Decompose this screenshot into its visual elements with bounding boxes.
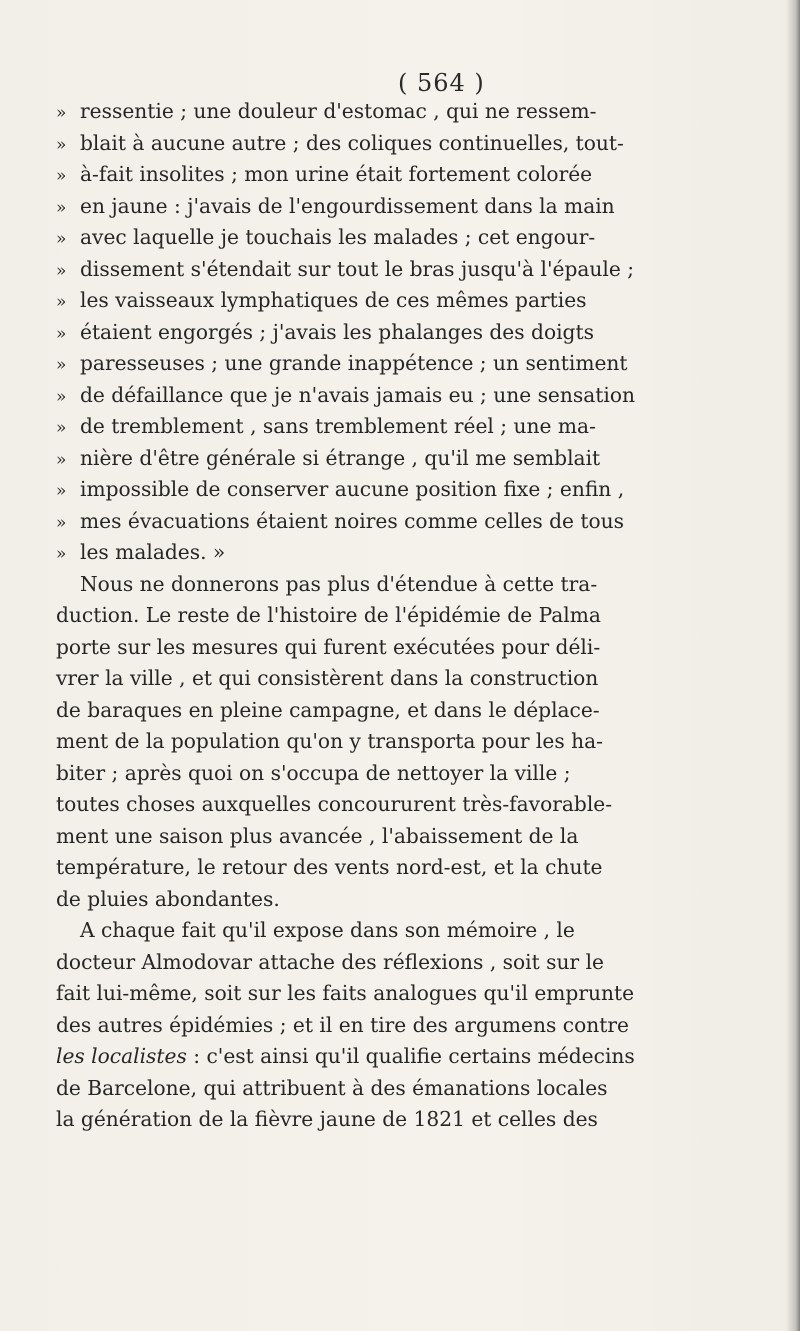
line-text: duction. Le reste de l'histoire de l'épidémie de Palma [56, 603, 601, 627]
text-line [56, 758, 776, 790]
line-text: Nous ne donnerons pas plus d'étendue à cette tra- [80, 571, 598, 596]
line-text: de défaillance que je n'avais jamais eu ; une sensation [80, 382, 635, 407]
quote-mark: » [56, 544, 67, 564]
quote-mark: » [56, 418, 67, 438]
text-line [56, 663, 776, 695]
line-text: de pluies abondantes. [56, 886, 280, 911]
line-text: nière d'être générale si étrange , qu'il me semblait [80, 445, 601, 470]
text-line [56, 1104, 776, 1136]
text-line [56, 726, 776, 758]
text-line [56, 821, 776, 853]
text-line [56, 978, 776, 1010]
line-text: A chaque fait qu'il expose dans son mémoire , le [80, 918, 575, 942]
line-text: vrer la ville , et qui consistèrent dans la construction [56, 666, 599, 690]
text-line [56, 411, 776, 443]
text-line [56, 600, 776, 632]
italic-text: les localistes [56, 1044, 187, 1068]
text-line [56, 474, 776, 506]
text-line [56, 947, 776, 979]
text-line [56, 317, 776, 349]
page-edge-shadow [786, 0, 800, 1331]
text-line [56, 632, 776, 664]
page-number: ( 564 ) [398, 69, 485, 97]
line-text: les vaisseaux lymphatiques de ces mêmes parties [80, 288, 587, 312]
line-text: biter ; après quoi on s'occupa de nettoyer la ville ; [56, 760, 571, 785]
line-text: ressentie ; une douleur d'estomac , qui ne ressem- [80, 99, 597, 123]
quote-mark: » [56, 292, 67, 312]
line-text: fait lui-même, soit sur les faits analogues qu'il emprunte [56, 981, 635, 1005]
quote-mark: » [56, 229, 67, 249]
quote-mark: » [56, 512, 67, 533]
line-text: docteur Almodovar attache des réflexions , soit sur le [56, 949, 604, 974]
quote-mark: » [56, 323, 67, 344]
text-line [56, 537, 776, 569]
quote-mark: » [56, 103, 67, 123]
line-text: la génération de la fièvre jaune de 1821 et celles des [56, 1107, 598, 1131]
text-line [56, 380, 776, 412]
line-text: blait à aucune autre ; des coliques continuelles, tout- [80, 130, 624, 155]
text-line [56, 96, 776, 128]
quote-mark: » [56, 166, 67, 186]
line-text: : c'est ainsi qu'il qualifie certains médecins [186, 1044, 635, 1068]
line-text: étaient engorgés ; j'avais les phalanges des doigts [80, 319, 594, 344]
quote-mark: » [56, 481, 67, 501]
line-text: température, le retour des vents nord-est, et la chute [56, 855, 603, 879]
text-line [56, 443, 776, 475]
line-text: de Barcelone, qui attribuent à des émanations locales [56, 1075, 608, 1100]
text-line [56, 1073, 776, 1105]
line-text: porte sur les mesures qui furent exécutées pour déli- [56, 634, 601, 659]
quote-mark: » [56, 449, 67, 470]
text-line [56, 789, 776, 821]
page-body-text [56, 96, 776, 1136]
text-line [56, 695, 776, 727]
text-line [56, 852, 776, 884]
quote-mark: » [56, 355, 67, 375]
line-text: en jaune : j'avais de l'engourdissement dans la main [80, 193, 615, 218]
quote-mark: » [56, 386, 67, 407]
line-text: ment de la population qu'on y transporta pour les ha- [56, 729, 603, 753]
text-line [56, 569, 776, 601]
text-line [56, 348, 776, 380]
text-line [56, 285, 776, 317]
line-text: à-fait insolites ; mon urine était fortement colorée [80, 162, 593, 186]
text-line [56, 191, 776, 223]
text-line [56, 128, 776, 160]
quote-mark: » [56, 134, 67, 155]
line-text: des autres épidémies ; et il en tire des argumens contre [56, 1012, 629, 1037]
text-line [56, 254, 776, 286]
line-text: de baraques en pleine campagne, et dans le déplace- [56, 697, 600, 722]
line-text: impossible de conserver aucune position fixe ; enfin , [80, 477, 625, 501]
line-text: les malades. » [80, 540, 226, 564]
quote-mark: » [56, 260, 67, 281]
line-text: de tremblement , sans tremblement réel ; une ma- [80, 414, 596, 438]
text-line [56, 1041, 776, 1073]
line-text: paresseuses ; une grande inappétence ; un sentiment [80, 351, 628, 375]
line-text: ment une saison plus avancée , l'abaissement de la [56, 823, 579, 848]
text-line [56, 1010, 776, 1042]
line-text: toutes choses auxquelles concoururent très-favorable- [56, 792, 613, 816]
text-line [56, 506, 776, 538]
line-text: avec laquelle je touchais les malades ; cet engour- [80, 225, 596, 249]
text-line [56, 884, 776, 916]
text-line [56, 222, 776, 254]
line-text: dissement s'étendait sur tout le bras jusqu'à l'épaule ; [80, 256, 635, 281]
line-text: mes évacuations étaient noires comme celles de tous [80, 508, 625, 533]
text-line [56, 915, 776, 947]
quote-mark: » [56, 197, 67, 218]
text-line [56, 159, 776, 191]
